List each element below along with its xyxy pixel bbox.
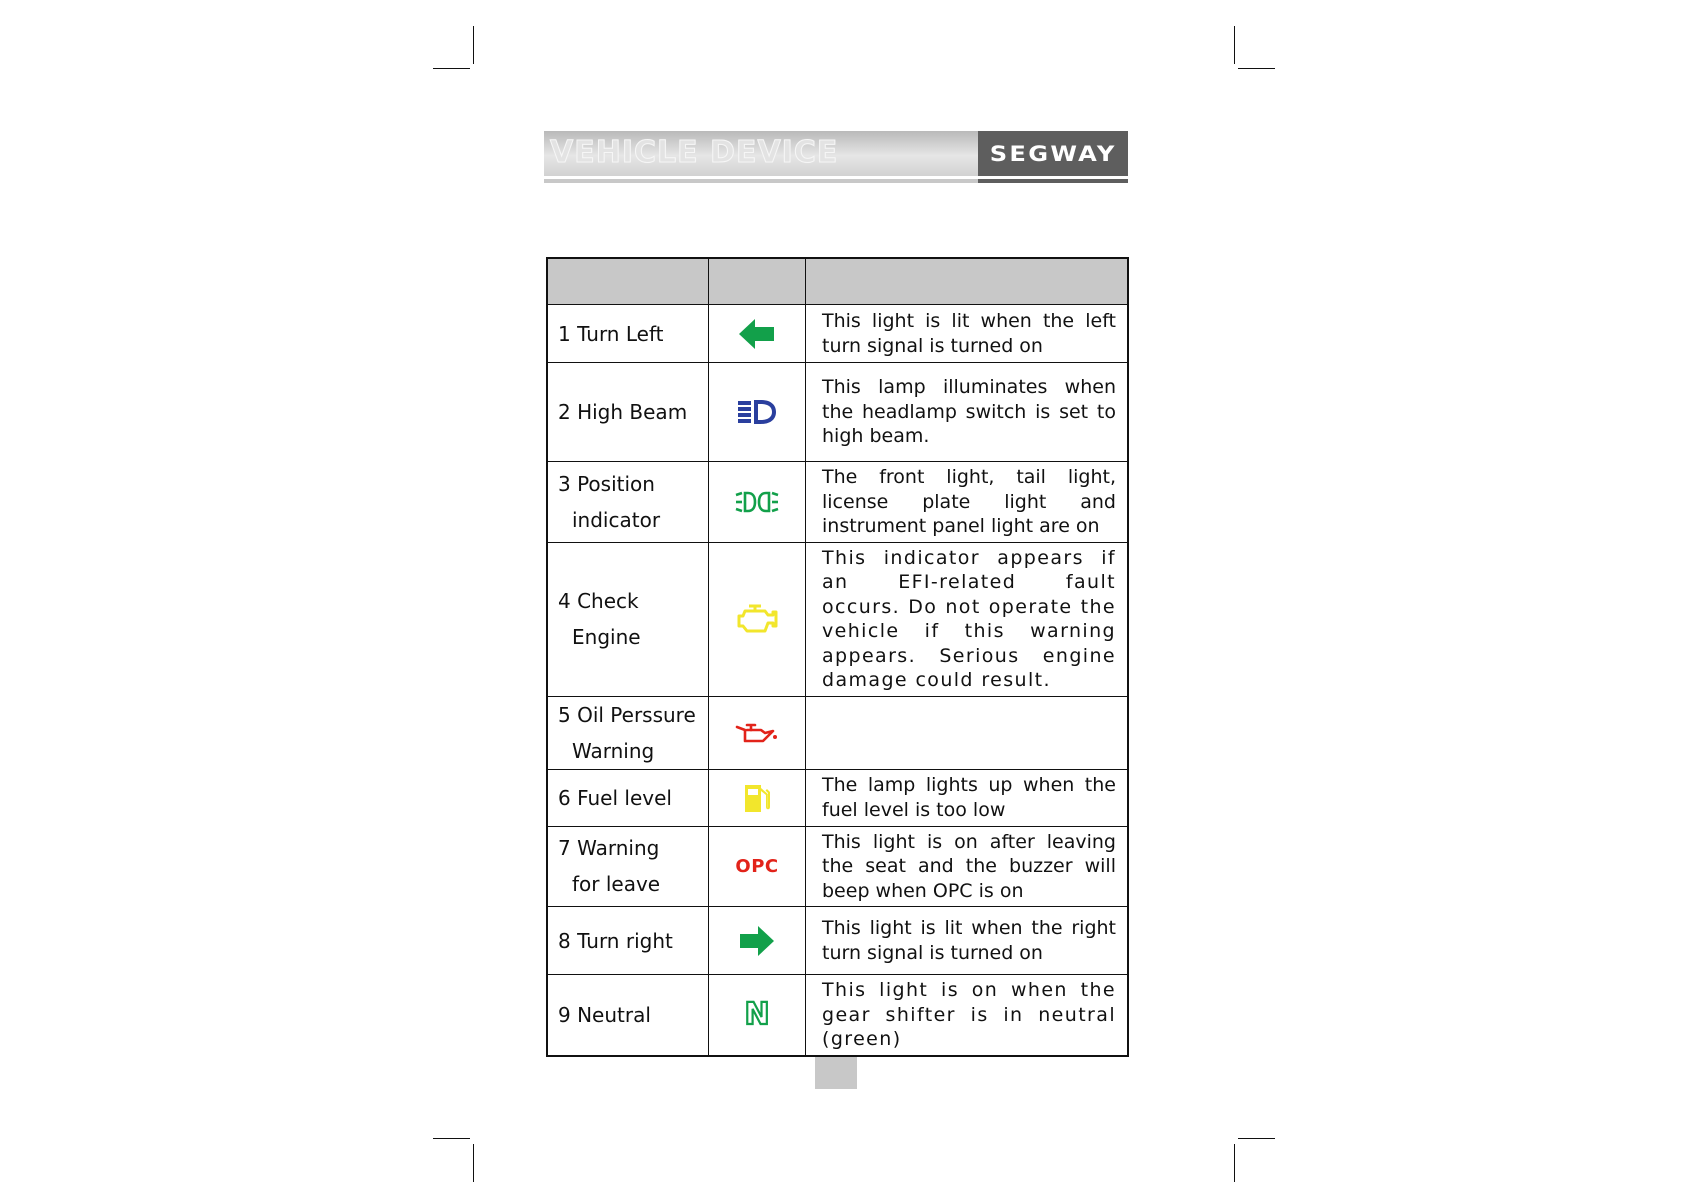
indicator-name-line: 6 Fuel level (558, 785, 672, 810)
table-row (547, 696, 1128, 769)
indicator-name-line: 2 High Beam (558, 400, 688, 424)
crop-mark (1234, 1144, 1235, 1182)
table-row (547, 305, 1128, 363)
neutral-n-icon: N (744, 997, 770, 1033)
indicator-name-line: 3 Position (558, 471, 655, 496)
crop-mark (433, 68, 470, 69)
indicator-description (806, 696, 1129, 769)
indicator-icon-cell (709, 462, 806, 543)
column-header (547, 258, 709, 305)
indicator-name (547, 363, 709, 462)
indicator-name-line: Engine (572, 625, 641, 649)
indicator-icon-cell (709, 826, 806, 907)
page-number-box (815, 1057, 857, 1089)
indicator-name-line: 4 Check (558, 589, 639, 613)
indicator-name (547, 826, 709, 907)
brand-logo-text: SEGWAY (989, 141, 1117, 166)
indicator-icon-cell (709, 907, 806, 975)
indicator-icon-cell (709, 305, 806, 363)
table-row (547, 363, 1128, 462)
left-arrow-icon (739, 318, 775, 350)
indicator-description: This light is lit when the right turn signal is turned on (806, 907, 1129, 975)
indicator-name-line: Warning (572, 738, 655, 763)
brand-underline (978, 179, 1128, 183)
table-row (547, 975, 1128, 1056)
header-title: VEHICLE DEVICE (550, 135, 839, 170)
indicator-name (547, 696, 709, 769)
fuel-pump-icon (742, 783, 772, 813)
indicator-icon-cell (709, 363, 806, 462)
table-row (547, 542, 1128, 696)
column-header (806, 258, 1129, 305)
table-header-row (547, 258, 1128, 305)
indicator-icon-cell (709, 975, 806, 1056)
header-underline (544, 179, 978, 183)
high-beam-icon (737, 399, 777, 425)
crop-mark (1238, 68, 1275, 69)
indicator-name-line: 5 Oil Perssure (558, 702, 696, 727)
indicator-description: This lamp illuminates when the headlamp switch is set to high beam. (806, 363, 1129, 462)
crop-mark (1238, 1138, 1275, 1139)
indicator-icon-cell (709, 769, 806, 826)
indicator-description: This light is lit when the left turn signal is turned on (806, 305, 1129, 363)
table-row (547, 826, 1128, 907)
opc-text-icon: OPC (735, 855, 779, 877)
indicator-description: This indicator appears if an EFI-related fault occurs. Do not operate the vehicle if this warning appears. Serious engine damage could result. (806, 542, 1129, 696)
crop-mark (433, 1138, 470, 1139)
column-header (709, 258, 806, 305)
table-row (547, 907, 1128, 975)
check-engine-icon (736, 603, 778, 635)
indicator-name-line: 1 Turn Left (558, 321, 664, 346)
oil-can-icon (735, 721, 779, 745)
indicator-icon-cell (709, 696, 806, 769)
indicator-name (547, 542, 709, 696)
indicator-name (547, 769, 709, 826)
brand-logo (978, 131, 1128, 176)
indicator-name-line: 7 Warning (558, 836, 660, 861)
indicator-description: This light is on when the gear shifter is in neutral (green) (806, 975, 1129, 1056)
crop-mark (473, 1144, 474, 1182)
indicator-name (547, 462, 709, 543)
indicator-description: This light is on after leaving the seat and the buzzer will beep when OPC is on (806, 826, 1129, 907)
indicator-description: The lamp lights up when the fuel level is too low (806, 769, 1129, 826)
page-header (544, 131, 1128, 183)
indicator-name (547, 907, 709, 975)
table-row (547, 462, 1128, 543)
indicator-name (547, 305, 709, 363)
indicator-icon-cell (709, 542, 806, 696)
indicator-name-line: 8 Turn right (558, 928, 673, 953)
indicator-name-line: 9 Neutral (558, 1002, 651, 1027)
indicator-table (546, 257, 1129, 1057)
indicator-name (547, 975, 709, 1056)
crop-mark (473, 26, 474, 64)
indicator-name-line: indicator (572, 507, 661, 532)
right-arrow-icon (739, 925, 775, 957)
indicator-description: The front light, tail light, license plate light and instrument panel light are on (806, 462, 1129, 543)
crop-mark (1234, 26, 1235, 64)
position-light-icon (735, 490, 779, 514)
indicator-name-line: for leave (572, 872, 661, 897)
table-row (547, 769, 1128, 826)
header-bar (544, 131, 978, 176)
